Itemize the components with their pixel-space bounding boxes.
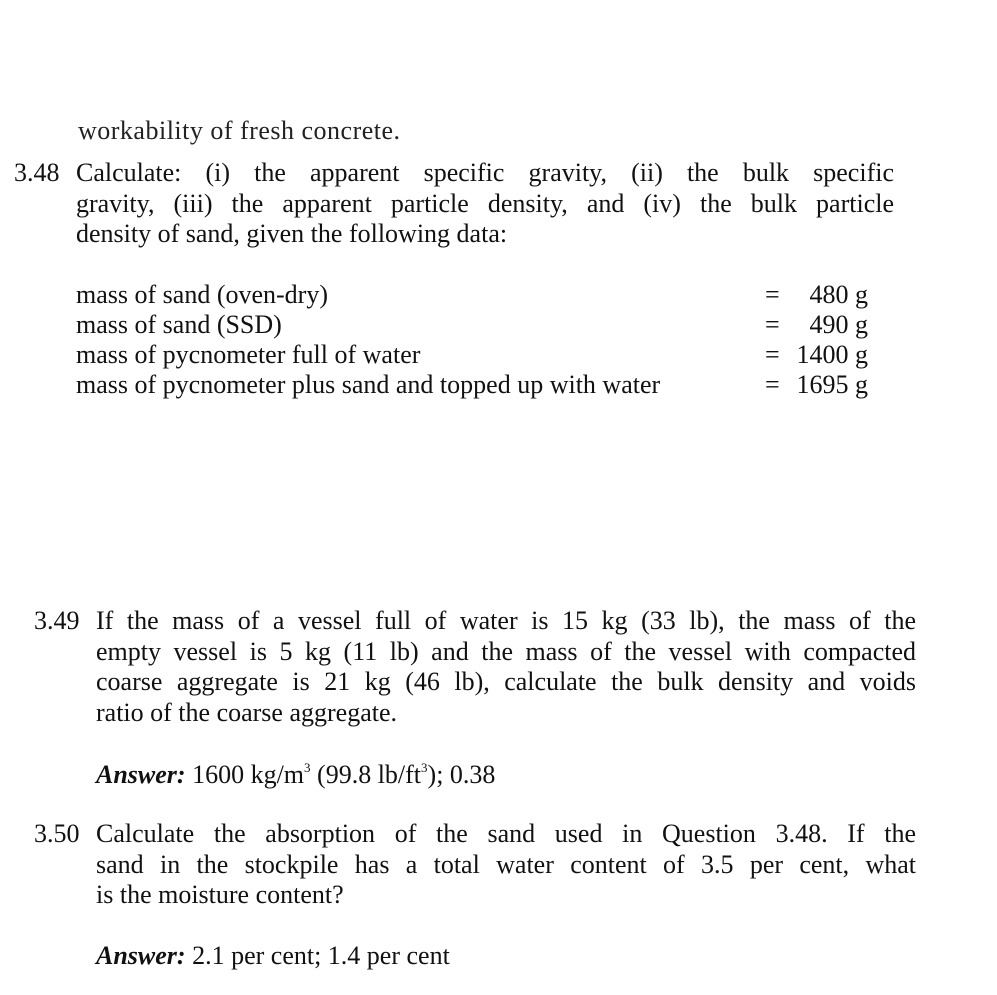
answer-label: Answer: xyxy=(96,760,186,789)
question-number: 3.50 xyxy=(34,819,80,848)
cropped-previous-line-text: workability of fresh concrete. xyxy=(78,116,401,145)
data-row xyxy=(76,370,876,400)
equals-sign: = xyxy=(765,280,780,309)
given-data-table xyxy=(76,280,876,400)
question-line: is the moisture content? xyxy=(96,880,344,909)
data-row xyxy=(76,280,876,310)
question-number: 3.49 xyxy=(34,606,80,635)
data-value: 480 g xyxy=(809,280,868,309)
answer-label: Answer: xyxy=(96,941,186,970)
data-value: 490 g xyxy=(809,310,868,339)
question-text xyxy=(96,606,916,728)
data-row xyxy=(76,340,876,370)
question-line: gravity, (iii) the apparent particle density, and (iv) the bulk particle xyxy=(76,188,894,218)
question-line: sand in the stockpile has a total water content of 3.5 per cent, what xyxy=(96,849,916,879)
cropped-previous-line xyxy=(78,116,428,145)
data-row xyxy=(76,310,876,340)
answer-value-part: 1600 kg/m xyxy=(192,760,305,789)
answer-value-part: (99.8 lb/ft xyxy=(310,760,422,789)
superscript: 3 xyxy=(421,760,428,775)
question-line: density of sand, given the following data: xyxy=(76,219,508,248)
question-line: If the mass of a vessel full of water is 15 kg (33 lb), the mass of the xyxy=(96,606,916,635)
data-value: 1695 g xyxy=(796,370,868,399)
data-label: mass of pycnometer plus sand and topped up with water xyxy=(76,370,661,399)
question-line: coarse aggregate is 21 kg (46 lb), calculate the bulk density and voids xyxy=(96,667,916,696)
superscript: 3 xyxy=(304,760,311,775)
question-line: ratio of the coarse aggregate. xyxy=(96,697,398,727)
answer-value-part: ); 0.38 xyxy=(427,760,496,789)
data-label: mass of pycnometer full of water xyxy=(76,340,421,369)
data-value: 1400 g xyxy=(796,340,868,369)
equals-sign: = xyxy=(765,340,780,369)
question-number: 3.48 xyxy=(14,158,60,187)
answer-3-50 xyxy=(96,941,450,971)
question-line: Calculate the absorption of the sand used in Question 3.48. If the xyxy=(96,819,916,848)
equals-sign: = xyxy=(765,370,780,399)
equals-sign: = xyxy=(765,310,780,339)
data-label: mass of sand (SSD) xyxy=(76,310,282,339)
answer-3-49 xyxy=(96,760,495,790)
answer-value: 2.1 per cent; 1.4 per cent xyxy=(192,941,450,970)
data-label: mass of sand (oven-dry) xyxy=(76,280,328,309)
question-text xyxy=(76,158,894,250)
question-text xyxy=(96,819,916,911)
question-line: empty vessel is 5 kg (11 lb) and the mass of the vessel with compacted xyxy=(96,636,916,666)
question-line: Calculate: (i) the apparent specific gravity, (ii) the bulk specific xyxy=(76,158,894,187)
